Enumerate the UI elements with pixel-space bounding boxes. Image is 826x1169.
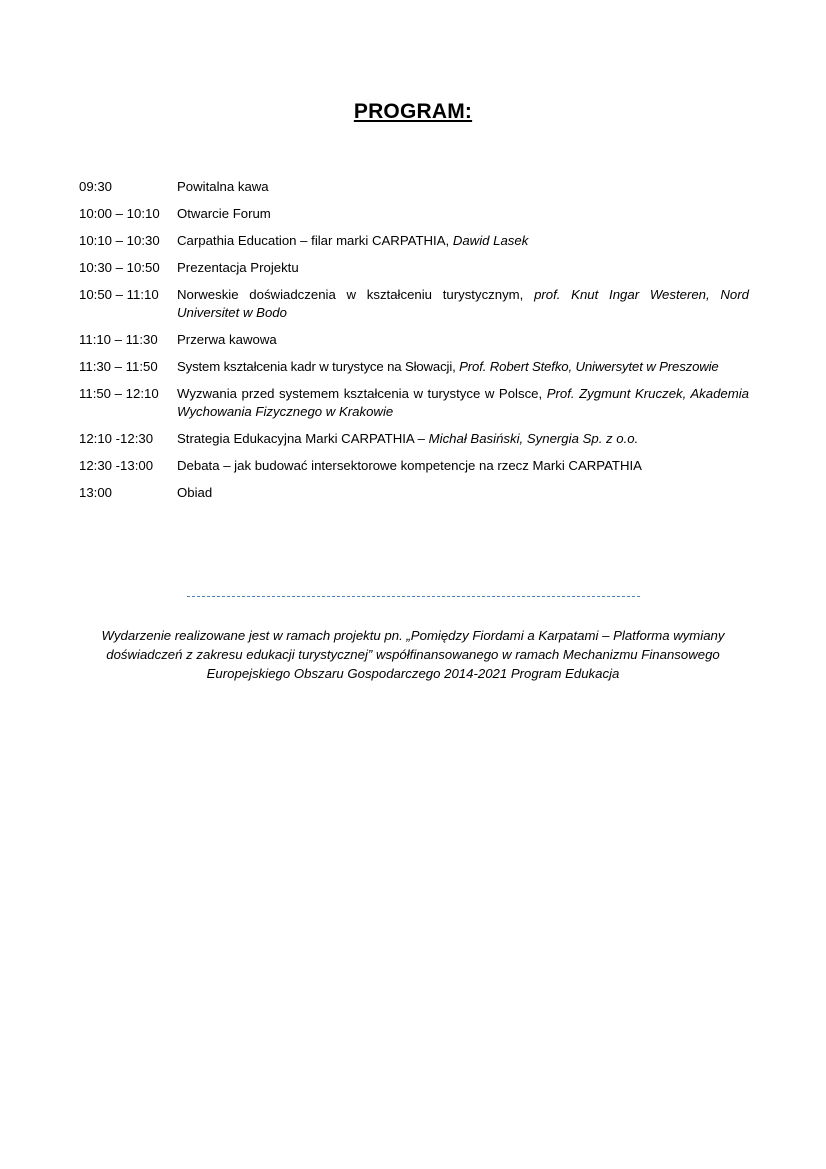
program-description [177,178,749,196]
program-description [177,259,749,277]
program-description [177,385,749,421]
program-description [177,286,749,322]
page-title: PROGRAM: [353,100,473,123]
session-speaker: Michał Basiński, Synergia Sp. z o.o. [428,431,639,446]
footer-separator [187,596,640,597]
program-time: 11:50 – 12:10 [79,386,159,401]
funding-note-line: doświadczeń z zakresu edukacji turystycznej” współfinansowanego w ramach Mechanizmu Finansowego [106,647,720,662]
funding-note [40,626,786,683]
program-item [79,259,749,277]
program-description [177,457,749,475]
funding-note-line: Europejskiego Obszaru Gospodarczego 2014-2021 Program Edukacja [206,666,620,681]
program-list [79,178,749,511]
program-time: 10:30 – 10:50 [79,260,160,275]
session-title: Carpathia Education – filar marki CARPATHIA, [177,233,450,248]
program-description [177,205,749,223]
session-speaker: Prof. Robert Stefko, Uniwersytet w Preszowie [459,359,719,374]
program-time: 12:30 -13:00 [79,458,154,473]
session-title: Strategia Edukacyjna Marki CARPATHIA – [177,431,425,446]
program-description [177,358,749,376]
session-title: Prezentacja Projektu [177,260,299,275]
session-title: Otwarcie Forum [177,206,271,221]
program-description [177,232,749,250]
program-time: 10:10 – 10:30 [79,233,160,248]
program-description [177,484,749,502]
session-title: Powitalna kawa [177,179,269,194]
session-title: Wyzwania przed systemem kształcenia w turystyce w Polsce, [177,386,543,401]
session-title: System kształcenia kadr w turystyce na Słowacji, [177,359,456,374]
program-item [79,358,749,376]
session-title: Przerwa kawowa [177,332,277,347]
program-item [79,178,749,196]
funding-note-line: Wydarzenie realizowane jest w ramach projektu pn. „Pomiędzy Fiordami a Karpatami – Platforma wymiany [101,628,725,643]
program-time: 13:00 [79,485,113,500]
program-time: 12:10 -12:30 [79,431,154,446]
program-item [79,205,749,223]
session-title: Norweskie doświadczenia w kształceniu turystycznym, [177,287,524,302]
program-item [79,457,749,475]
program-item [79,331,749,349]
program-time: 11:30 – 11:50 [79,359,158,374]
program-description [177,331,749,349]
program-time: 10:00 – 10:10 [79,206,160,221]
session-speaker: Prof. Zygmunt Kruczek, Akademia Wychowania Fizycznego w Krakowie [177,386,749,419]
session-title: Obiad [177,485,213,500]
program-item [79,286,749,322]
session-speaker: Dawid Lasek [452,233,529,248]
program-item [79,484,749,502]
program-time: 11:10 – 11:30 [79,332,158,347]
program-item [79,232,749,250]
session-title: Debata – jak budować intersektorowe kompetencje na rzecz Marki CARPATHIA [177,458,642,473]
program-item [79,430,749,448]
program-item [79,385,749,421]
program-time: 10:50 – 11:10 [79,287,159,302]
session-speaker: prof. Knut Ingar Westeren, Nord Universitet w Bodo [177,287,749,320]
program-description [177,430,749,448]
program-time: 09:30 [79,179,113,194]
